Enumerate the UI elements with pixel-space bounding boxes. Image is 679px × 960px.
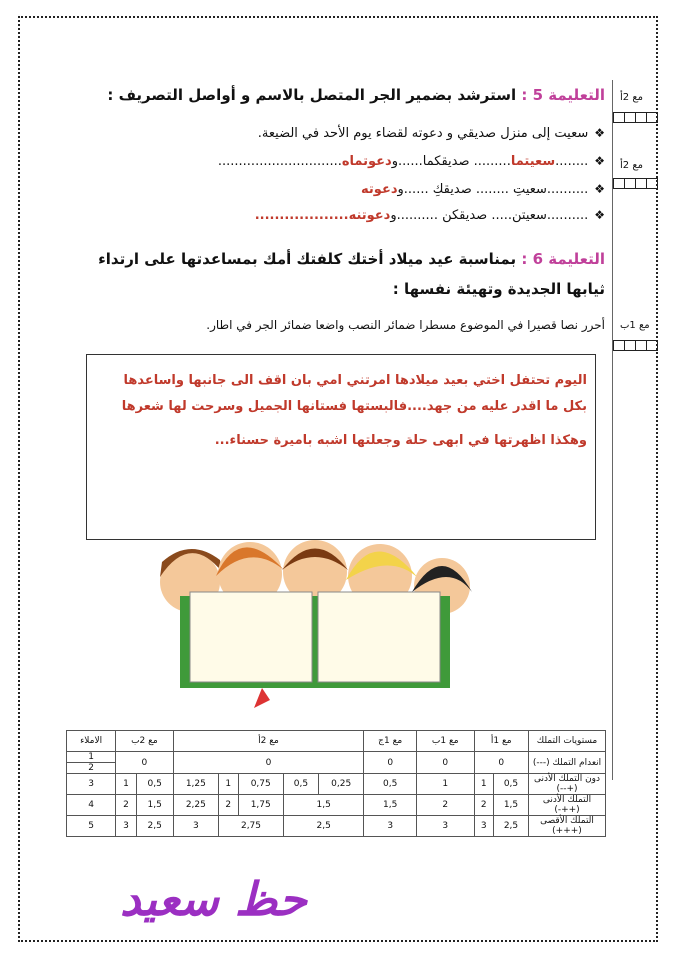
table-header: الاملاء	[67, 731, 116, 752]
score-boxes	[614, 178, 658, 189]
table-cell: 1,25	[173, 774, 218, 795]
table-cell: 2,5	[493, 816, 528, 837]
bullet-icon: ❖	[594, 208, 605, 222]
dots: ........	[555, 154, 589, 169]
task5-line-1-text: سعيت إلى منزل صديقي و دعوته لقضاء يوم الأحد في الضيعة.	[257, 126, 589, 141]
task5-line-4	[85, 208, 605, 223]
answer-line-2: بكل ما اقدر عليه من جهد....فالبستها فستانها الجميل وسرحت لها شعرها	[121, 399, 587, 414]
table-cell: 3	[417, 816, 474, 837]
table-header: مستويات التملك	[529, 731, 606, 752]
criterion-mark: مع 2أ	[620, 160, 644, 171]
table-cell: 0	[116, 752, 173, 774]
table-cell: 2	[219, 795, 238, 816]
table-cell: 0	[364, 752, 417, 774]
table-row	[67, 752, 606, 763]
table-header-row	[67, 731, 606, 752]
table-cell: 3	[67, 774, 116, 795]
table-cell: التملك الأدنى (++-)	[529, 795, 606, 816]
table-cell: 1,75	[238, 795, 283, 816]
task6-prompt: أحرر نصا قصيرا في الموضوع مسطرا ضمائر النصب واضعا ضمائر الجر في اطار.	[206, 318, 605, 332]
table-cell: 0,25	[318, 774, 363, 795]
table-header: مع 1ج	[364, 731, 417, 752]
table-cell: 1	[116, 774, 137, 795]
table-cell: 1	[219, 774, 238, 795]
table-cell: 2,5	[136, 816, 173, 837]
table-header: مع 2ب	[116, 731, 173, 752]
table-cell: دون التملك الأدنى (+--)	[529, 774, 606, 795]
table-cell: 2	[67, 763, 116, 774]
table-cell: 2	[417, 795, 474, 816]
answer-line-1: اليوم تحتفل اختي بعيد ميلادها امرتني امي بان اقف الى جانبها واساعدها	[123, 373, 587, 388]
table-cell: 4	[67, 795, 116, 816]
grading-table	[66, 730, 606, 837]
table-cell: 0	[417, 752, 474, 774]
answer-line-3: وهكذا اظهرتها في ابهى حلة وجعلتها اشبه باميرة حسناء...	[214, 433, 587, 448]
answer-text: دعوتماه	[341, 154, 392, 169]
table-cell: انعدام التملك (---)	[529, 752, 606, 774]
table-cell: 2,25	[173, 795, 218, 816]
table-cell: 2,5	[283, 816, 363, 837]
table-row	[67, 774, 606, 795]
dots: ...................	[254, 208, 349, 223]
answer-text: دعوتنه	[348, 208, 391, 223]
table-cell: 1,5	[136, 795, 173, 816]
table-cell: 1,5	[364, 795, 417, 816]
task6-separator: :	[516, 250, 533, 268]
task6-label: التعليمة 6	[532, 250, 605, 268]
task5-line-1	[85, 126, 605, 141]
table-cell: 3	[173, 816, 218, 837]
answer-paragraph	[87, 368, 587, 454]
task5-line-3-text: ..........سعيتِ ........ صديقكِ ......و	[397, 182, 589, 197]
kids-reading-book-illustration	[150, 532, 480, 712]
table-cell: 3	[364, 816, 417, 837]
table-cell: 2,75	[219, 816, 284, 837]
table-cell: التملك الأقصى (+++)	[529, 816, 606, 837]
score-boxes	[614, 340, 658, 351]
table-cell: 0,75	[238, 774, 283, 795]
task6-instruction-1: بمناسبة عيد ميلاد أختك كلفتك أمك بمساعدتها على ارتداء	[98, 250, 517, 268]
task5-line-2-text: ......... صديقكما......و	[391, 154, 511, 169]
table-cell: 0,5	[136, 774, 173, 795]
task5-separator: :	[516, 86, 533, 104]
bullet-icon: ❖	[594, 154, 605, 168]
criterion-mark: مع 1ب	[620, 320, 650, 331]
task5-line-4-text: ..........سعيتن..... صديقكن ..........و	[390, 208, 589, 223]
task5-instruction: استرشد بضمير الجر المتصل بالاسم و أواصل التصريف :	[107, 86, 517, 104]
dots: ..............................	[217, 154, 342, 169]
table-cell: 0	[474, 752, 529, 774]
table-header: مع 1أ	[474, 731, 529, 752]
table-cell: 2	[116, 795, 137, 816]
table-cell: 0	[173, 752, 364, 774]
table-cell: 3	[474, 816, 493, 837]
table-row	[67, 816, 606, 837]
table-cell: 0,5	[283, 774, 318, 795]
task5-heading	[85, 86, 605, 104]
table-row	[67, 795, 606, 816]
task6-instruction-2: ثيابها الجديدة وتهيئة نفسها :	[392, 280, 605, 298]
table-cell: 5	[67, 816, 116, 837]
task5-line-2	[85, 154, 605, 169]
bullet-icon: ❖	[594, 126, 605, 140]
table-cell: 1	[417, 774, 474, 795]
table-header: مع 1ب	[417, 731, 474, 752]
task5-label: التعليمة 5	[532, 86, 605, 104]
table-cell: 0,5	[493, 774, 528, 795]
table-cell: 2	[474, 795, 493, 816]
table-cell: 1	[67, 752, 116, 763]
table-cell: 1,5	[493, 795, 528, 816]
bullet-icon: ❖	[594, 182, 605, 196]
table-header: مع 2أ	[173, 731, 364, 752]
table-cell: 0,5	[364, 774, 417, 795]
task5-line-3	[85, 182, 605, 197]
table-cell: 1,5	[283, 795, 363, 816]
table-cell: 1	[474, 774, 493, 795]
answer-text: دعوته	[361, 182, 398, 197]
good-luck-signature: حظ سعيد	[120, 872, 307, 926]
answer-text: سعيتما	[510, 154, 556, 169]
table-cell: 3	[116, 816, 137, 837]
task6-heading	[85, 250, 605, 268]
criterion-mark: مع 2أ	[620, 92, 644, 103]
score-boxes	[614, 112, 658, 123]
